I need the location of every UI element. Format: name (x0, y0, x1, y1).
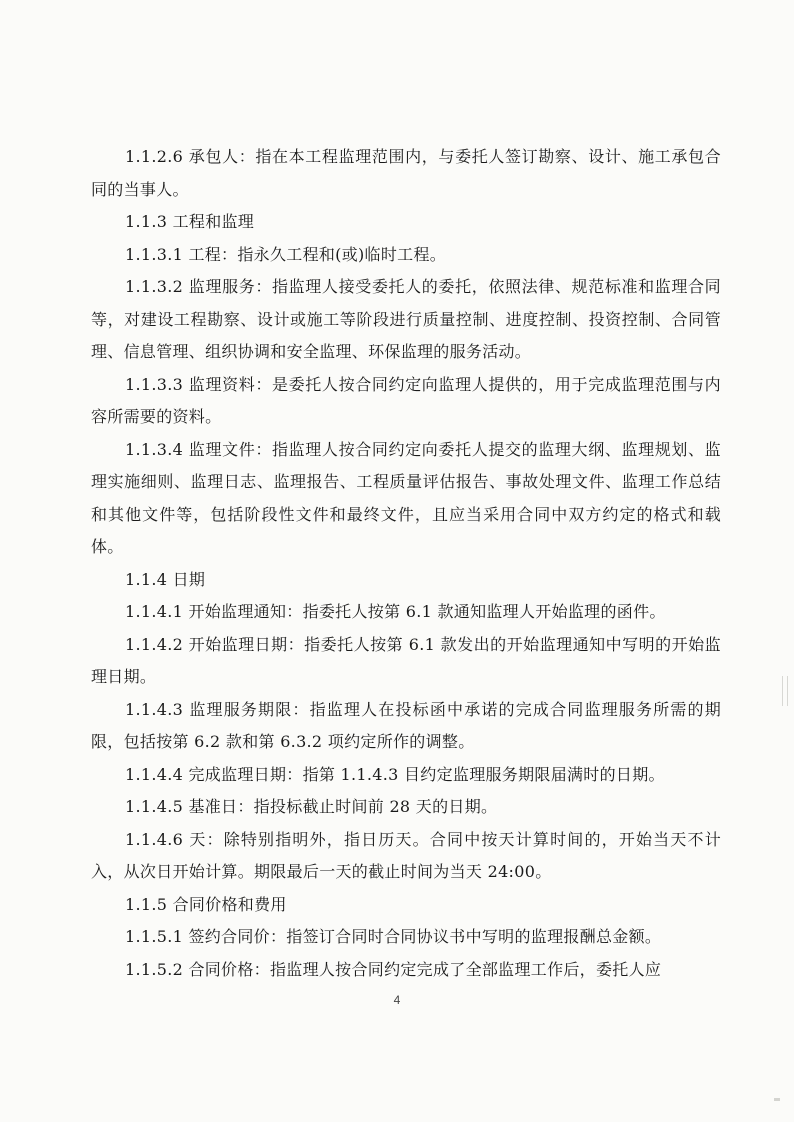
paragraph-day-definition: 1.1.4.6 天：除特别指明外，指日历天。合同中按天计算时间的，开始当天不计入，从次日开始计算。期限最后一天的截止时间为当天 24:00。 (91, 829, 721, 881)
paragraph-supervision-service: 1.1.3.2 监理服务：指监理人接受委托人的委托，依照法律、规范标准和监理合同等，对建设工程勘察、设计或施工等阶段进行质量控制、进度控制、投资控制、合同管理、信息管理、组织协调和安全监理、环保监理的服务活动。 (91, 277, 721, 361)
section-heading-price-and-costs: 1.1.5 合同价格和费用 (125, 894, 287, 914)
paragraph-engineering-definition: 1.1.3.1 工程：指永久工程和(或)临时工程。 (125, 244, 447, 264)
document-body (91, 141, 721, 986)
section-heading-engineering-supervision: 1.1.3 工程和监理 (125, 212, 255, 231)
paragraph-completion-date: 1.1.4.4 完成监理日期：指第 1.1.4.3 目约定监理服务期限届满时的日期。 (125, 764, 665, 784)
paragraph-contract-price: 1.1.5.2 合同价格：指监理人按合同约定完成了全部监理工作后，委托人应 (125, 959, 662, 979)
paragraph-signed-contract-price: 1.1.5.1 签约合同价：指签订合同时合同协议书中写明的监理报酬总金额。 (125, 927, 662, 946)
paragraph-start-notice: 1.1.4.1 开始监理通知：指委托人按第 6.1 款通知监理人开始监理的函件。 (125, 602, 666, 621)
paragraph-supervision-documents: 1.1.3.4 监理文件：指监理人按合同约定向委托人提交的监理大纲、监理规划、监理实施细则、监理日志、监理报告、工程质量评估报告、事故处理文件、监理工作总结和其他文件等，包括阶段性文件和最终文件，且应当采用合同中双方约定的格式和载体。 (91, 439, 721, 556)
paragraph-supervision-materials: 1.1.3.3 监理资料：是委托人按合同约定向监理人提供的，用于完成监理范围与内容所需要的资料。 (91, 374, 721, 426)
page-number: 4 (393, 993, 401, 1007)
paragraph-base-date: 1.1.4.5 基准日：指投标截止时间前 28 天的日期。 (125, 797, 498, 816)
paragraph-contractor-definition: 1.1.2.6 承包人：指在本工程监理范围内，与委托人签订勘察、设计、施工承包合同的当事人。 (91, 147, 721, 199)
paragraph-start-date: 1.1.4.2 开始监理日期：指委托人按第 6.1 款发出的开始监理通知中写明的开始监理日期。 (91, 634, 721, 686)
paragraph-service-period: 1.1.4.3 监理服务期限：指监理人在投标函中承诺的完成合同监理服务所需的期限，包括按第 6.2 款和第 6.3.2 项约定所作的调整。 (91, 699, 721, 751)
scan-artifact-dot (774, 1098, 780, 1101)
scan-artifact (782, 676, 788, 706)
section-heading-dates: 1.1.4 日期 (125, 569, 206, 589)
